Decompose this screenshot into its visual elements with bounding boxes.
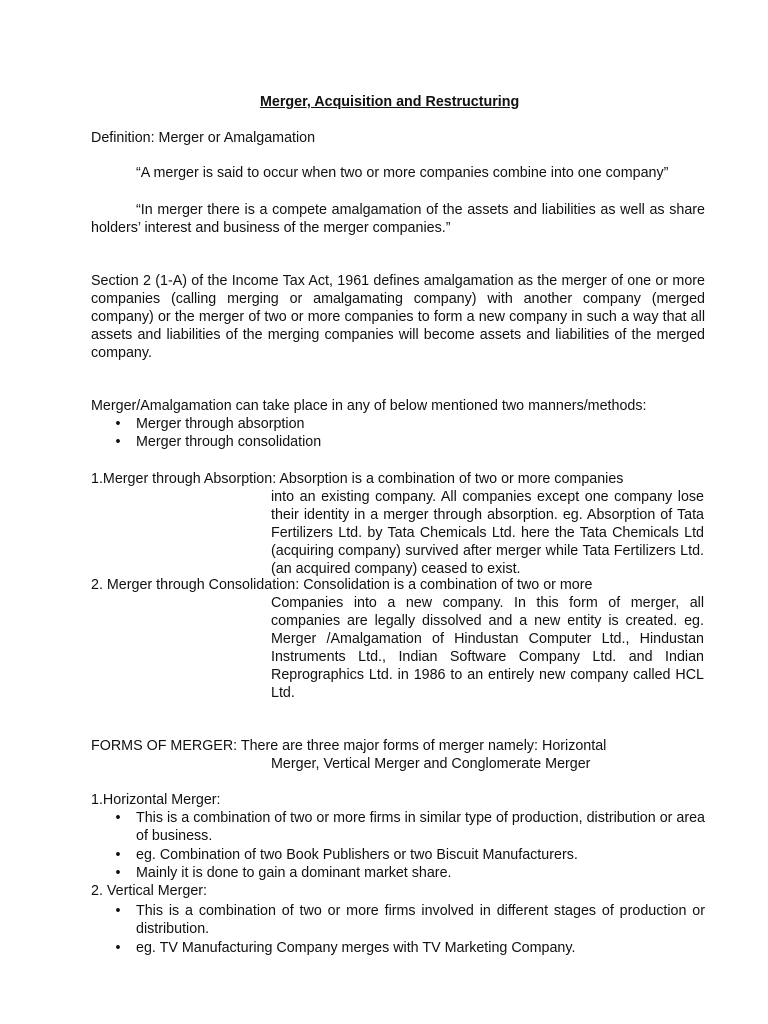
vertical-bullet: This is a combination of two or more firms involved in different stages of production or distribution. (136, 903, 705, 937)
method-item: Merger through absorption (136, 416, 305, 432)
forms-lead: FORMS OF MERGER: There are three major forms of merger namely: Horizontal (91, 738, 607, 754)
section-paragraph: Section 2 (1-A) of the Income Tax Act, 1961 defines amalgamation as the merger of one or more companies (calling merging or amalgamating company) with another company (merged company) or the merger of two or more companies to form a new company in such a way that all assets and liabilities of the merging companies will become assets and liabilities of the merged company. (91, 273, 705, 361)
methods-intro: Merger/Amalgamation can take place in any of below mentioned two manners/methods: (91, 398, 647, 414)
absorption-lead: 1.Merger through Absorption: Absorption is a combination of two or more companies (91, 471, 624, 487)
bullet-marker: • (115, 940, 121, 956)
vertical-heading: 2. Vertical Merger: (91, 883, 208, 899)
vertical-bullet: eg. TV Manufacturing Company merges with TV Marketing Company. (136, 940, 576, 956)
method-item: Merger through consolidation (136, 434, 322, 450)
bullet-marker: • (115, 865, 121, 881)
horizontal-bullet: Mainly it is done to gain a dominant market share. (136, 865, 452, 881)
bullet-marker: • (115, 903, 121, 919)
bullet-marker: • (115, 810, 121, 826)
consolidation-lead: 2. Merger through Consolidation: Consolidation is a combination of two or more (91, 577, 593, 593)
quote-merger-definition: “A merger is said to occur when two or more companies combine into one company” (136, 165, 669, 181)
horizontal-bullet: eg. Combination of two Book Publishers or two Biscuit Manufacturers. (136, 847, 578, 863)
bullet-marker: • (115, 847, 121, 863)
quote-merger-amalgamation: “In merger there is a compete amalgamation of the assets and liabilities as well as share holders’ interest and business of the merger companies.” (91, 202, 705, 236)
forms-continuation: Merger, Vertical Merger and Conglomerate Merger (271, 756, 591, 772)
horizontal-heading: 1.Horizontal Merger: (91, 792, 221, 808)
absorption-body: into an existing company. All companies except one company lose their identity in a merger through absorption. eg. Absorption of Tata Fertilizers Ltd. by Tata Chemicals Ltd. here the Tata Chemicals Ltd (acquiring company) survived after merger while Tata Fertilizers Ltd. (an acquired company) ceased to exist. (271, 489, 704, 577)
page-title: Merger, Acquisition and Restructuring (260, 94, 520, 110)
bullet-marker: • (115, 434, 121, 450)
bullet-marker: • (115, 416, 121, 432)
consolidation-body: Companies into a new company. In this form of merger, all companies are legally dissolved and a new entity is created. eg. Merger /Amalgamation of Hindustan Computer Ltd., Hindustan Instruments Ltd., Indian Software Company Ltd. and Indian Reprographics Ltd. in 1986 to an entirely new company called HCL Ltd. (271, 595, 704, 701)
definition-heading: Definition: Merger or Amalgamation (91, 130, 316, 146)
horizontal-bullet: This is a combination of two or more firms in similar type of production, distribution or area of business. (136, 810, 705, 844)
